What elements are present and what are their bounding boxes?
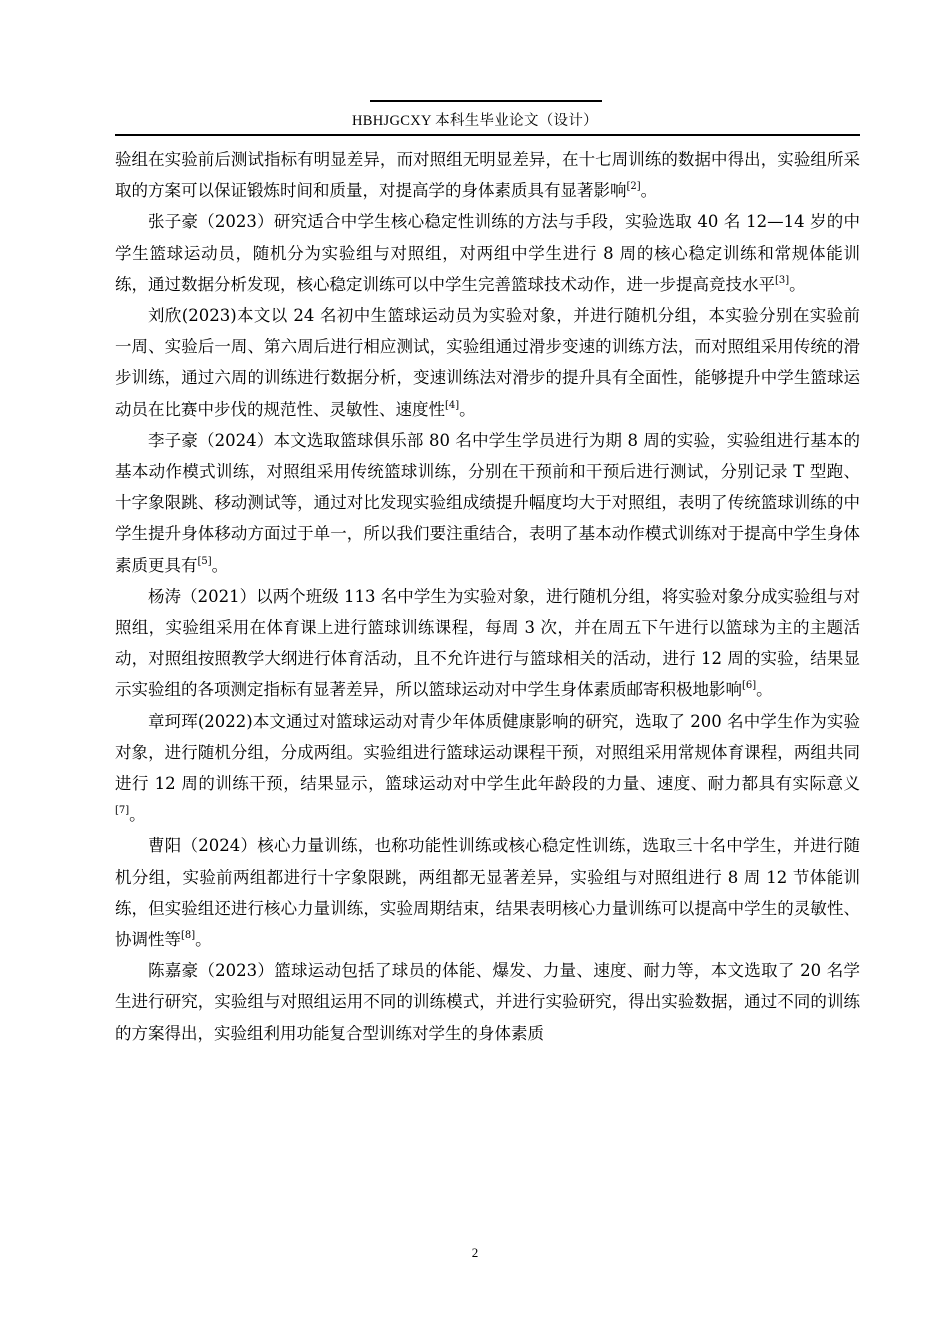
paragraph-end: 。 xyxy=(789,274,806,294)
body-text xyxy=(115,144,860,1049)
paragraph-text: 张子豪（2023）研究适合中学生核心稳定性训练的方法与手段，实验选取 40 名 12—14 岁的中学生篮球运动员，随机分为实验组与对照组，对两组中学生进行 8 周的核心稳定训练和常规体能训练，通过数据分析发现，核心稳定训练可以中学生完善篮球技术动作，进一步提高竞技水平 xyxy=(115,212,860,294)
paragraph-7 xyxy=(115,830,860,955)
citation-ref: [4] xyxy=(445,399,460,411)
paragraph-text: 李子豪（2024）本文选取篮球俱乐部 80 名中学生学员进行为期 8 周的实验，实验组进行基本的基本动作模式训练，对照组采用传统篮球训练，分别在干预前和干预后进行测试，分别记录 T 型跑、十字象限跳、移动测试等，通过对比发现实验组成绩提升幅度均大于对照组，表明了传统篮球训练的中学生提升身体移动方面过于单一，所以我们要注重结合，表明了基本动作模式训练对于提高中学生身体素质更具有 xyxy=(115,430,860,575)
paragraph-4 xyxy=(115,425,860,581)
citation-ref: [7] xyxy=(115,805,130,817)
paragraph-3 xyxy=(115,300,860,425)
paragraph-end: 。 xyxy=(211,555,229,575)
paragraph-2 xyxy=(115,206,860,300)
paragraph-text: 章珂珲(2022)本文通过对篮球运动对青少年体质健康影响的研究，选取了 200 名中学生作为实验对象，进行随机分组，分成两组。实验组进行篮球运动课程干预，对照组采用常规体育课程，两组共同进行 12 周的训练干预，结果显示，篮球运动对中学生此年龄段的力量、速度、耐力都具有实际意义 xyxy=(115,711,860,794)
paragraph-text: 刘欣(2023)本文以 24 名初中生篮球运动员为实验对象，并进行随机分组，本实验分别在实验前一周、实验后一周、第六周后进行相应测试，实验组通过滑步变速的训练方法，而对照组采用传统的滑步训练，通过六周的训练进行数据分析，变速训练法对滑步的提升具有全面性，能够提升中学生篮球运动员在比赛中步伐的规范性、灵敏性、速度性 xyxy=(115,306,860,419)
paragraph-end: 。 xyxy=(640,181,658,201)
paragraph-6 xyxy=(115,706,860,831)
citation-ref: [3] xyxy=(775,274,790,286)
paragraph-end: 。 xyxy=(195,930,212,950)
header-bottom-rule xyxy=(115,134,860,136)
paragraph-8 xyxy=(115,955,860,1049)
citation-ref: [5] xyxy=(197,555,212,567)
header-title: HBHJGCXY 本科生毕业论文（设计） xyxy=(352,113,598,129)
paragraph-5 xyxy=(115,581,860,706)
paragraph-end: 。 xyxy=(129,805,146,825)
paragraph-end: 。 xyxy=(459,399,476,419)
citation-ref: [6] xyxy=(742,680,757,692)
citation-ref: [2] xyxy=(626,181,641,193)
paragraph-text: 验组在实验前后测试指标有明显差异，而对照组无明显差异，在十七周训练的数据中得出，实验组所采取的方案可以保证锻炼时间和质量，对提高学的身体素质具有显著影响 xyxy=(115,150,860,201)
paragraph-1 xyxy=(115,144,860,206)
header-top-rule xyxy=(370,100,602,102)
paragraph-end: 。 xyxy=(756,680,773,700)
citation-ref: [8] xyxy=(181,930,196,942)
paragraph-text: 陈嘉豪（2023）篮球运动包括了球员的体能、爆发、力量、速度、耐力等，本文选取了 20 名学生进行研究，实验组与对照组运用不同的训练模式，并进行实验研究，得出实验数据，通过不同的训练的方案得出，实验组利用功能复合型训练对学生的身体素质 xyxy=(115,961,860,1043)
paragraph-text: 杨涛（2021）以两个班级 113 名中学生为实验对象，进行随机分组，将实验对象分成实验组与对照组，实验组采用在体育课上进行篮球训练课程，每周 3 次，并在周五下午进行以篮球为主的主题活动，对照组按照教学大纲进行体育活动，且不允许进行与篮球相关的活动，进行 12 周的实验，结果显示实验组的各项测定指标有显著差异，所以篮球运动对中学生身体素质邮寄积极地影响 xyxy=(115,586,860,700)
page-number: 2 xyxy=(471,1245,479,1260)
paragraph-text: 曹阳（2024）核心力量训练，也称功能性训练或核心稳定性训练，选取三十名中学生，并进行随机分组，实验前两组都进行十字象限跳，两组都无显著差异，实验组与对照组进行 8 周 12 节体能训练，但实验组还进行核心力量训练，实验周期结束，结果表明核心力量训练可以提高中学生的灵敏性、协调性等 xyxy=(115,836,860,950)
